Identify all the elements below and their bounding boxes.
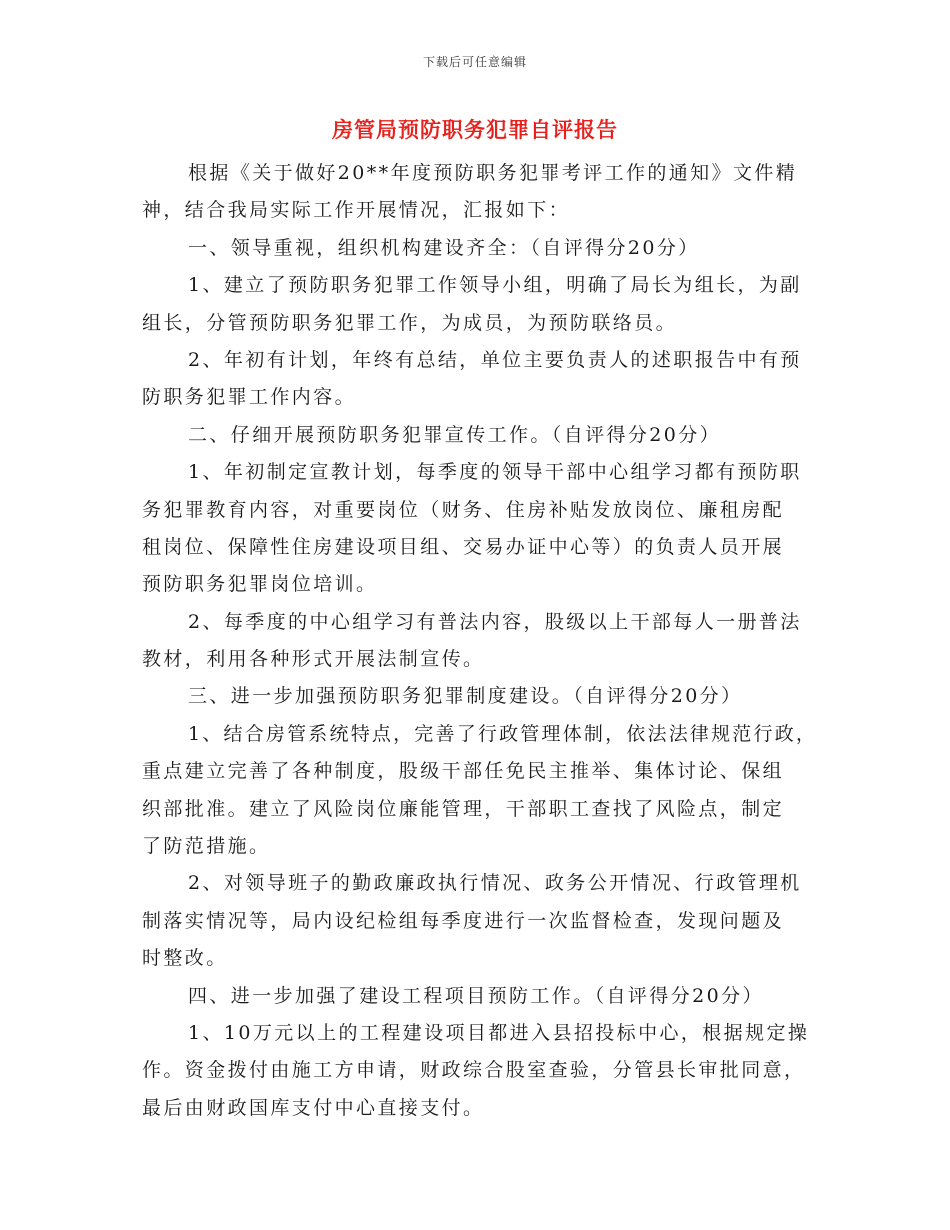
document-title: 房管局预防职务犯罪自评报告 [332,117,618,142]
text-line: 2、年初有计划，年终有总结，单位主要负责人的述职报告中有预 [188,348,802,371]
text-line: 2、每季度的中心组学习有普法内容，股级以上干部每人一册普法 [188,610,802,633]
text-line: 组长，分管预防职务犯罪工作，为成员，为预防联络员。 [142,311,678,334]
text-line: 防职务犯罪工作内容。 [142,386,357,409]
text-line: 了防范措施。 [142,835,271,858]
text-line: 最后由财政国库支付中心直接支付。 [142,1096,485,1119]
text-line: 教材，利用各种形式开展法制宣传。 [142,648,485,671]
text-line: 根据《关于做好20**年度预防职务犯罪考评工作的通知》文件精 [188,162,798,184]
text-line: 务犯罪教育内容，对重要岗位（财务、住房补贴发放岗位、廉租房配 [142,498,785,521]
text-line: 2、对领导班子的勤政廉政执行情况、政务公开情况、行政管理机 [188,872,802,895]
text-line: 神，结合我局实际工作开展情况，汇报如下： [142,199,571,222]
text-line: 1、结合房管系统特点，完善了行政管理体制，依法法律规范行政， [188,722,818,745]
text-line: 时整改。 [142,947,228,970]
text-line: 租岗位、保障性住房建设项目组、交易办证中心等）的负责人员开展 [142,535,785,558]
text-line: 四、进一步加强了建设工程项目预防工作。（自评得分20分） [188,984,764,1007]
text-line: 制落实情况等，局内设纪检组每季度进行一次监督检查，发现问题及 [142,909,785,932]
text-line: 1、建立了预防职务犯罪工作领导小组，明确了局长为组长，为副 [188,274,802,297]
text-line: 三、进一步加强预防职务犯罪制度建设。（自评得分20分） [188,685,743,708]
text-line: 1、10万元以上的工程建设项目都进入县招投标中心，根据规定操 [188,1021,810,1044]
page-header: 下载后可任意编辑 [422,55,527,69]
text-line: 织部批准。建立了风险岗位廉能管理，干部职工查找了风险点，制定 [142,797,785,820]
text-line: 预防职务犯罪岗位培训。 [142,573,378,596]
text-line: 重点建立完善了各种制度，股级干部任免民主推举、集体讨论、保组 [142,760,785,783]
text-line: 1、年初制定宣教计划，每季度的领导干部中心组学习都有预防职 [188,461,802,484]
text-line: 二、仔细开展预防职务犯罪宣传工作。（自评得分20分） [188,423,722,446]
document-body [142,155,822,1127]
text-line: 作。资金拨付由施工方申请，财政综合股室查验，分管县长审批同意， [142,1059,806,1082]
text-line: 一、领导重视，组织机构建设齐全：（自评得分20分） [188,236,700,259]
